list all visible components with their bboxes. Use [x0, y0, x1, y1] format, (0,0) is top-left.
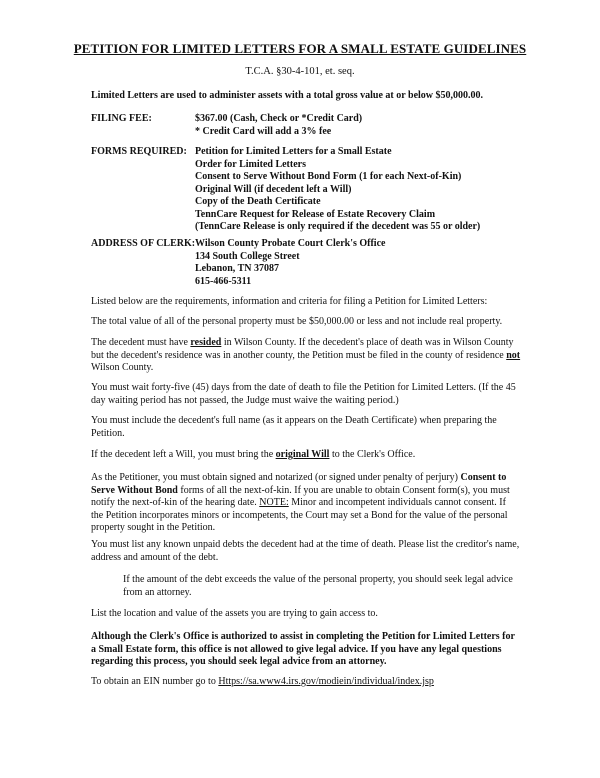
- form-item: (TennCare Release is only required if the decedent was 55 or older): [195, 221, 481, 232]
- debts-paragraph: [91, 539, 520, 564]
- debt-exceeds-paragraph: [123, 574, 511, 599]
- filing-fee-note: * Credit Card will add a 3% fee: [195, 125, 332, 137]
- assets-text: List the location and value of the assets you are trying to gain access to.: [91, 608, 378, 619]
- not-emphasis: not: [506, 349, 521, 361]
- residence-text: The decedent must have: [91, 337, 191, 348]
- legal-disclaimer: [91, 631, 515, 669]
- petitioner-text: As the Petitioner, you must obtain signed and notarized (or signed under penalty of perjury): [91, 472, 461, 483]
- forms-required-list: [195, 146, 480, 234]
- debt-exceeds-line: from an attorney.: [123, 586, 192, 598]
- clerk-street: 134 South College Street: [195, 250, 300, 262]
- petitioner-text: notify the next-of-kin of the hearing date.: [91, 497, 260, 508]
- consent-emphasis: Consent to: [460, 472, 507, 483]
- page-title: PETITION FOR LIMITED LETTERS FOR A SMALL ESTATE GUIDELINES: [73, 41, 527, 56]
- intro-text: Limited Letters are used to administer assets with a total gross value at or below $50,000.00.: [91, 90, 484, 101]
- disclaimer-line: a Small Estate form, this office is not allowed to give legal advice. If you have any legal questions: [91, 643, 502, 655]
- form-item: TennCare Request for Release of Estate Recovery Claim: [195, 208, 436, 220]
- clerk-office-name: Wilson County Probate Court Clerk's Office: [195, 238, 386, 249]
- full-name-paragraph: [91, 415, 511, 440]
- full-name-line: You must include the decedent's full name (as it appears on the Death Certificate) when preparing the: [91, 415, 497, 426]
- ein-paragraph: [91, 676, 511, 689]
- residence-paragraph: [91, 337, 521, 375]
- petitioner-text: Minor and incompetent individuals cannot consent. If: [288, 497, 506, 508]
- note-label: NOTE:: [259, 497, 289, 508]
- total-value-text: The total value of all of the personal property must be $50,000.00 or less and not include real property.: [91, 316, 503, 327]
- petitioner-text: forms of all the next-of-kin. If you are unable to obtain Consent form(s), you must: [177, 484, 510, 496]
- debt-exceeds-line: If the amount of the debt exceeds the value of the personal property, you should seek legal advice: [123, 574, 513, 585]
- residence-text: Wilson County.: [91, 362, 154, 373]
- filing-fee-label: FILING FEE:: [91, 113, 152, 124]
- residence-text: in Wilson County. If the decedent's place of death was in Wilson County: [221, 337, 514, 348]
- full-name-line: Petition.: [91, 427, 125, 439]
- disclaimer-line: regarding this process, you should seek legal advice from an attorney.: [91, 656, 387, 667]
- form-item: Original Will (if decedent left a Will): [195, 183, 352, 195]
- will-text: If the decedent left a Will, you must bring the: [91, 449, 276, 460]
- form-item: Petition for Limited Letters for a Small Estate: [195, 146, 392, 157]
- form-item: Order for Limited Letters: [195, 158, 306, 170]
- clerk-address: [195, 238, 385, 288]
- debts-line: address and amount of the debt.: [91, 551, 219, 563]
- filing-fee-details: [195, 113, 362, 138]
- form-item: Copy of the Death Certificate: [195, 196, 321, 207]
- ein-text: To obtain an EIN number go to: [91, 676, 219, 687]
- petitioner-text: property sought in the Petition.: [91, 522, 216, 533]
- clerk-phone: 615-466-5311: [195, 275, 252, 287]
- irs-ein-link[interactable]: Https://sa.www4.irs.gov/modiein/individual/index.jsp: [218, 676, 434, 687]
- will-paragraph: [91, 449, 511, 462]
- disclaimer-line: Although the Clerk's Office is authorized to assist in completing the Petition for Limited Letters for: [91, 631, 515, 642]
- clerk-city: Lebanon, TN 37087: [195, 263, 280, 274]
- debts-line: You must list any known unpaid debts the decedent had at the time of death. Please list the creditor's name,: [91, 539, 520, 550]
- resided-emphasis: resided: [190, 337, 222, 348]
- clerk-address-label: ADDRESS OF CLERK:: [91, 238, 196, 249]
- waiting-period-paragraph: [91, 382, 516, 407]
- residence-text: but the decedent's residence was in another county, the Petition must be filed in the county of residence: [91, 349, 507, 361]
- will-text: to the Clerk's Office.: [329, 449, 416, 460]
- waiting-line: You must wait forty-five (45) days from the date of death to file the Petition for Limited Letters. (If the 45: [91, 382, 516, 393]
- consent-emphasis: Serve Without Bond: [91, 484, 178, 496]
- forms-required-label: FORMS REQUIRED:: [91, 146, 187, 157]
- form-item: Consent to Serve Without Bond Form (1 for each Next-of-Kin): [195, 171, 462, 182]
- petitioner-text: the Petition incorporates minors or incompetents, the Court may set a Bond for the value of the personal: [91, 509, 508, 521]
- original-will-emphasis: original Will: [275, 449, 330, 460]
- waiting-line: day waiting period has not passed, the Judge must waive the waiting period.): [91, 394, 399, 406]
- filing-fee-amount: $367.00 (Cash, Check or *Credit Card): [195, 113, 363, 124]
- statute-citation: T.C.A. §30-4-101, et. seq.: [245, 66, 355, 77]
- petitioner-paragraph: [91, 472, 511, 535]
- requirements-intro: Listed below are the requirements, information and criteria for filing a Petition for Limited Letters:: [91, 296, 488, 307]
